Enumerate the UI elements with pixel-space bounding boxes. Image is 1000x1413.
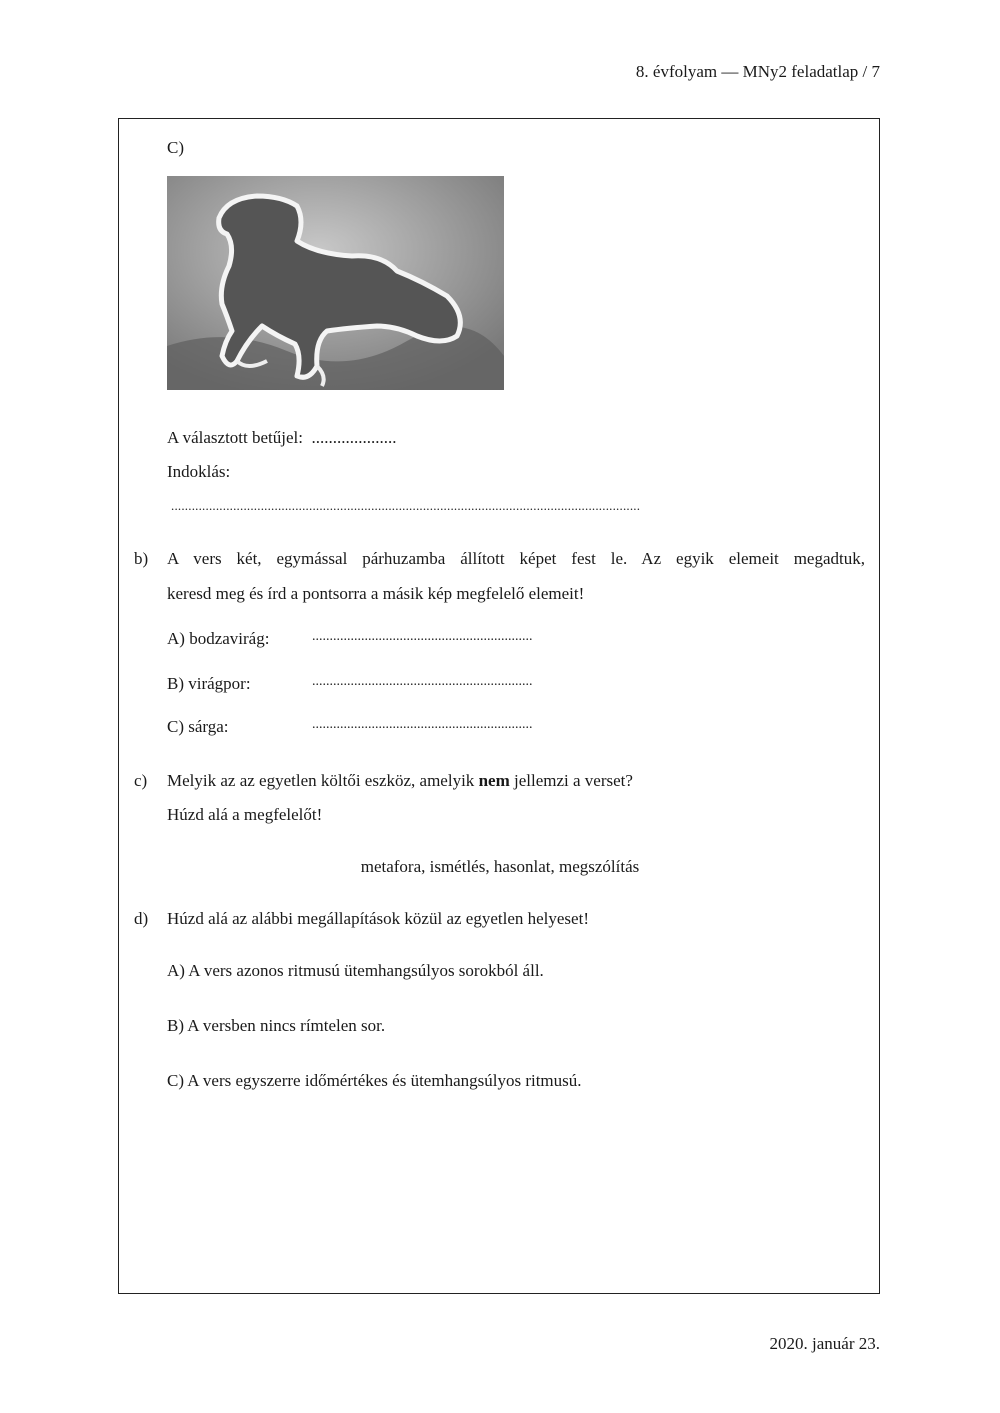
cloud-horse-photo [167, 176, 504, 390]
task-b-item-a-label: A) bodzavirág: [167, 629, 270, 648]
task-b-line1: A vers két, egymással párhuzamba állított képet fest le. Az egyik elemeit megadtuk, [167, 549, 865, 568]
task-b-item-b-blank[interactable]: ............................................................... [312, 674, 533, 689]
task-c-line1 [167, 771, 633, 791]
chosen-letter-blank[interactable]: .................... [311, 428, 397, 447]
option-c-label: C) [167, 138, 184, 157]
page-header: 8. évfolyam — MNy2 feladatlap / 7 [635, 62, 880, 81]
task-c-options[interactable]: metafora, ismétlés, hasonlat, megszólítás [360, 857, 640, 876]
task-b-item-a-blank[interactable]: ............................................................... [312, 629, 533, 644]
task-d-option-b[interactable]: B) A versben nincs rímtelen sor. [167, 1016, 386, 1035]
task-c-emphasis: nem [478, 771, 510, 790]
task-b-line2: keresd meg és írd a pontsorra a másik kép megfelelő elemeit! [167, 584, 585, 603]
task-b-item-b-label: B) virágpor: [167, 674, 251, 693]
justification-label: Indoklás: [167, 462, 231, 481]
task-c-letter: c) [134, 771, 148, 790]
justification-blank[interactable]: ........................................................................................................................................ [171, 498, 641, 513]
task-d-prompt: Húzd alá az alábbi megállapítások közül az egyetlen helyeset! [167, 909, 589, 928]
task-c-line1-end: jellemzi a verset? [509, 771, 633, 790]
task-d-option-c[interactable]: C) A vers egyszerre időmértékes és ütemhangsúlyos ritmusú. [167, 1071, 582, 1090]
chosen-letter-line [167, 428, 396, 448]
task-c-line2: Húzd alá a megfelelőt! [167, 805, 323, 824]
chosen-letter-label: A választott betűjel: [167, 428, 303, 447]
task-d-letter: d) [134, 909, 149, 928]
task-c-line1-start: Melyik az az egyetlen költői eszköz, amelyik [167, 771, 479, 790]
page-footer-date: 2020. január 23. [769, 1334, 880, 1353]
task-b-item-c-label: C) sárga: [167, 717, 229, 736]
task-b-letter: b) [134, 549, 149, 568]
task-d-option-a[interactable]: A) A vers azonos ritmusú ütemhangsúlyos sorokból áll. [167, 961, 544, 980]
task-b-item-c-blank[interactable]: ............................................................... [312, 717, 533, 732]
